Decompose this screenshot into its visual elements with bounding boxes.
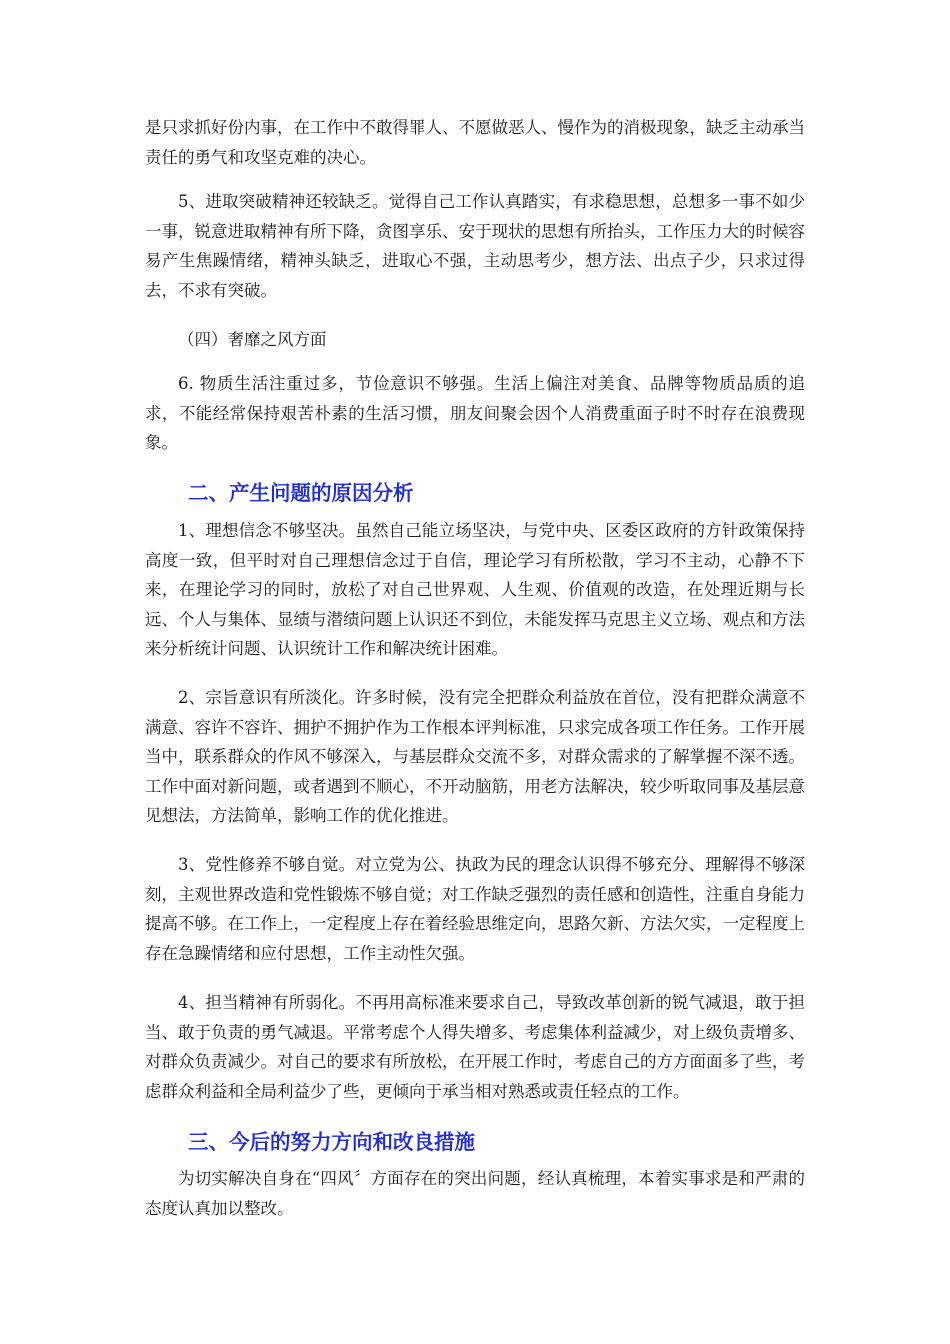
paragraph-continuation: 是只求抓好份内事，在工作中不敢得罪人、不愿做恶人、慢作为的消极现象，缺乏主动承当责任的勇气和攻坚克难的决心。 xyxy=(145,118,805,167)
section-heading-3: 三、今后的努力方向和改良措施 xyxy=(188,1130,475,1154)
section-heading-2: 二、产生问题的原因分析 xyxy=(188,481,414,505)
paragraph-item-6: 6. 物质生活注重过多，节俭意识不够强。生活上偏注对美食、品牌等物质品质的追求，不能经常保持艰苦朴素的生活习惯，朋友间聚会因个人消费重面子时不时存在浪费现象。 xyxy=(145,374,805,452)
paragraph-intro-3: 为切实解决自身在“四风〞方面存在的突出问题，经认真梳理，本着实事求是和严肃的态度认真加以整改。 xyxy=(145,1169,805,1218)
paragraph-reason-3: 3、党性修养不够自觉。对立党为公、执政为民的理念认识得不够充分、理解得不够深刻，主观世界改造和党性锻炼不够自觉；对工作缺乏强烈的责任感和创造性，注重自身能力提高不够。在工作上，一定程度上存在着经验思维定向，思路欠新、方法欠实，一定程度上存在急躁情绪和应付思想，工作主动性欠强。 xyxy=(145,855,805,963)
paragraph-reason-4: 4、担当精神有所弱化。不再用高标准来要求自己，导致改革创新的锐气减退，敢于担当、敢于负责的勇气减退。平常考虑个人得失增多、考虑集体利益减少，对上级负责增多、对群众负责减少。对自己的要求有所放松，在开展工作时，考虑自己的方方面面多了些，考虑群众利益和全局利益少了些，更倾向于承当相对熟悉或责任轻点的工作。 xyxy=(145,993,805,1101)
subheading-four: （四）奢靡之风方面 xyxy=(178,330,327,349)
paragraph-item-5: 5、进取突破精神还较缺乏。觉得自己工作认真踏实，有求稳思想，总想多一事不如少一事，锐意进取精神有所下降，贪图享乐、安于现状的思想有所抬头，工作压力大的时候容易产生焦躁情绪，精神头缺乏，进取心不强，主动思考少，想方法、出点子少，只求过得去，不求有突破。 xyxy=(145,192,805,300)
paragraph-reason-2: 2、宗旨意识有所淡化。许多时候，没有完全把群众利益放在首位，没有把群众满意不满意、容许不容许、拥护不拥护作为工作根本评判标准，只求完成各项工作任务。工作开展当中，联系群众的作风不够深入，与基层群众交流不多，对群众需求的了解掌握不深不透。工作中面对新问题，或者遇到不顺心，不开动脑筋，用老方法解决，较少听取同事及基层意见想法，方法简单，影响工作的优化推进。 xyxy=(145,688,805,825)
paragraph-reason-1: 1、理想信念不够坚决。虽然自己能立场坚决，与党中央、区委区政府的方针政策保持高度一致，但平时对自己理想信念过于自信，理论学习有所松散，学习不主动，心静不下来，在理论学习的同时，放松了对自己世界观、人生观、价值观的改造，在处理近期与长远、个人与集体、显绩与潜绩问题上认识还不到位，未能发挥马克思主义立场、观点和方法来分析统计问题、认识统计工作和解决统计困难。 xyxy=(145,521,805,658)
